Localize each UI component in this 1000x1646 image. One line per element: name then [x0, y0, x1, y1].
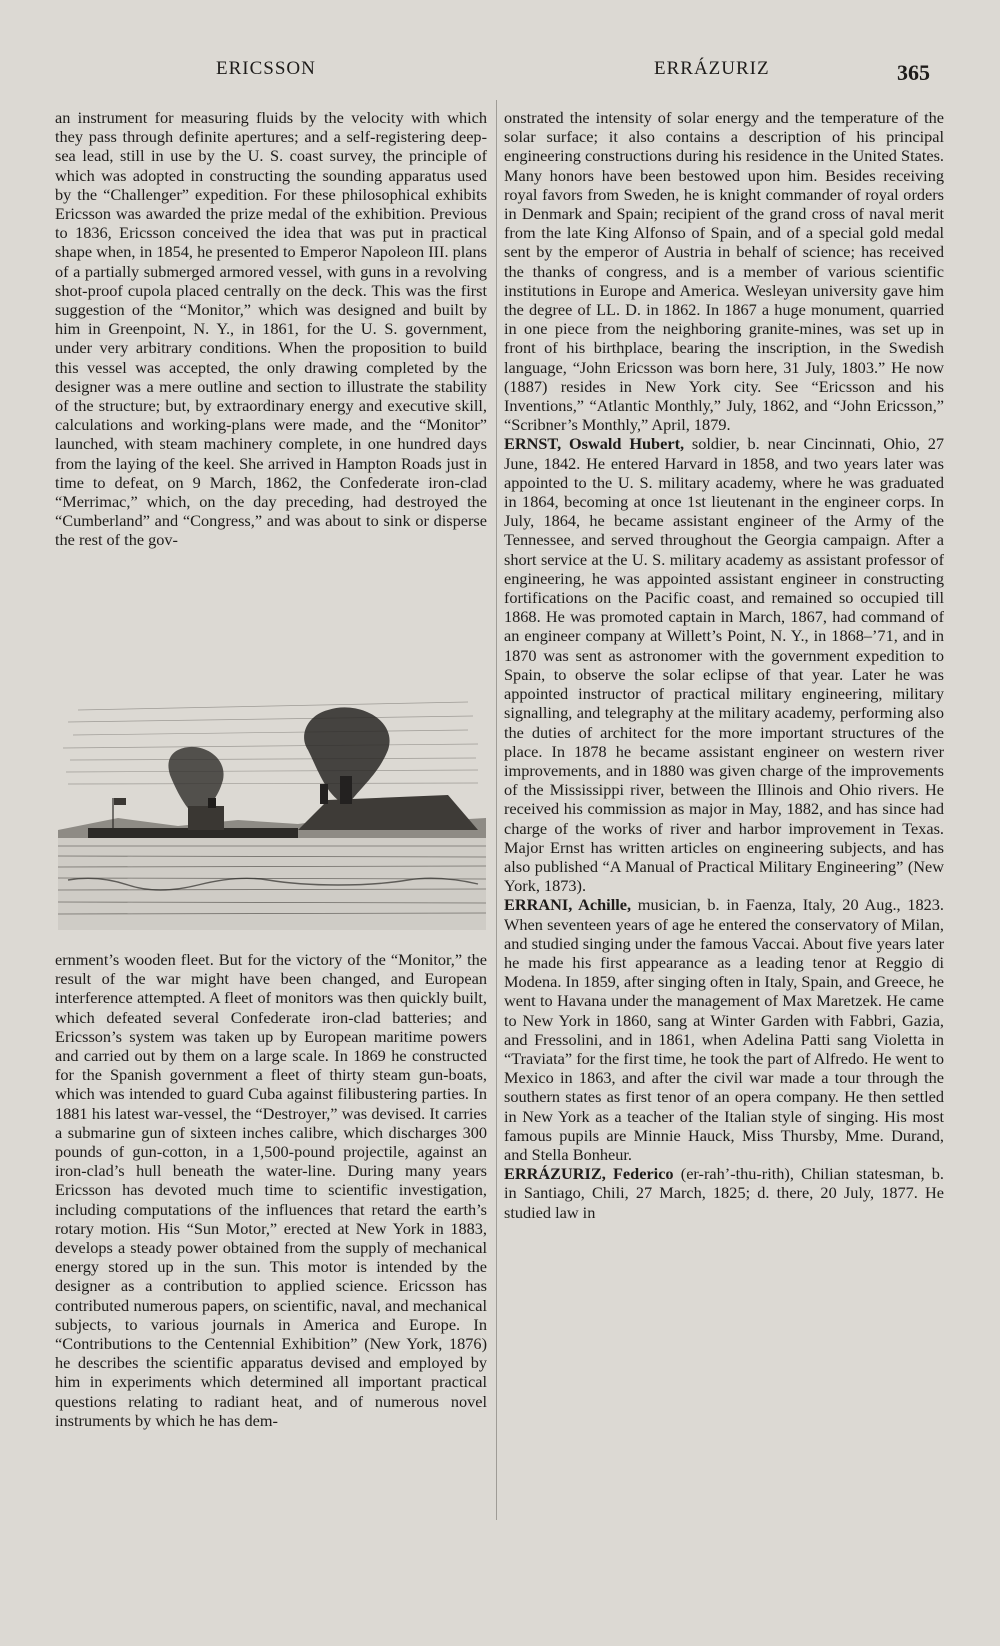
running-head-right: ERRÁZURIZ — [654, 58, 770, 79]
ericsson-text-continuation: onstrated the intensity of solar energy and the temperature of the solar surface; it also contains a description of his principal engineering constructions during his residence in the United States. Many honors have been bestowed upon him. Besides receiving royal favors from Sweden, he is knight commander of royal orders in Denmark and Spain; recipient of the grand cross of naval merit from the late King Alfonso of Spain, and of a special gold medal sent by the emperor of Austria in behalf of science; has received the thanks of congress, and is a member of various scientific institutions in Europe and America. Wesleyan university gave him the degree of LL. D. in 1862. In 1867 a huge monument, quarried in one piece from the neighboring granite-mines, was set up in front of his birthplace, bearing the inscription, in the Swedish language, “John Ericsson was born here, 31 July, 1803.” He now (1887) resides in New York city. See “Ericsson and his Inventions,” “Atlantic Monthly,” July, 1862, and “John Ericsson,” “Scribner’s Monthly,” April, 1879. — [504, 108, 944, 435]
column-rule — [496, 100, 497, 1520]
ericsson-text-bottom: ernment’s wooden fleet. But for the victory of the “Monitor,” the result of the war might have been changed, and European interference attempted. A fleet of monitors was then quickly built, which defeated several Confederate iron-clad batteries; and Ericsson’s system was taken up by European maritime powers and carried out by them on a large scale. In 1869 he constructed for the Spanish government a fleet of thirty steam gun-boats, which was intended to guard Cuba against filibustering parties. In 1881 his latest war-vessel, the “Destroyer,” was devised. It carries a submarine gun of sixteen inches calibre, which discharges 300 pounds of gun-cotton, in a 1,500-pound projectile, against an iron-clad’s hull beneath the water-line. During many years Ericsson has devoted much time to scientific investigation, including computations of the influences that retard the earth’s rotary motion. His “Sun Motor,” erected at New York in 1883, develops a steady power obtained from the supply of mechanical energy stored up in the sun. This motor is intended by the designer as a contribution to applied science. Ericsson has contributed numerous papers, on scientific, naval, and mechanical subjects, to various journals in America and Europe. In “Contributions to the Centennial Exhibition” (New York, 1876) he describes the scientific apparatus devised and employed by him in experiments which determined all important practical questions relating to radiant heat, and of numerous novel instruments by which he has dem- — [55, 950, 487, 1430]
headword-ernst: ERNST, Oswald Hubert, — [504, 434, 685, 454]
left-column-bottom — [55, 950, 487, 1550]
entry-errani-text: musician, b. in Faenza, Italy, 20 Aug., 1823. When seventeen years of age he entered the conservatory of Milan, and studied singing under the famous Vaccai. About five years later he made his first appearance as a leading tenor at Reggio di Modena. In 1859, after singing often in Italy, Spain, and Greece, he went to Havana under the management of Max Maretzek. He came to New York in 1860, sang at Winter Garden with Fabbri, Gazia, and Fressolini, and in 1861, when Adelina Patti sang Violetta in “Traviata” for the first time, he took the part of Alfredo. He went to Mexico in 1863, and after the civil war made a tour through the southern states as first tenor of an opera company. He then settled in New York as a teacher of the Italian style of singing. His most famous pupils are Minnie Hauck, Miss Thursby, Mme. Durand, and Stella Bonheur. — [504, 895, 944, 1164]
headword-errazuriz: ERRÁZURIZ, Federico — [504, 1164, 674, 1184]
entry-errazuriz — [504, 1164, 944, 1222]
entry-ernst-text: soldier, b. near Cincinnati, Ohio, 27 June, 1842. He entered Harvard in 1858, and two years later was appointed to the U. S. military academy, where he was graduated in 1864, becoming at once 1st lieutenant in the engineer corps. In July, 1864, he became assistant engineer of the Army of the Tennessee, and served throughout the Georgia campaign. After a short service at the U. S. military academy as assistant professor of engineering, he was appointed assistant engineer in constructing fortifications on the Pacific coast, and remained so occupied till 1868. He was promoted captain in March, 1867, had command of an engineer company at Willett’s Point, N. Y., in 1868–’71, and in 1870 was sent as astronomer with the government expedition to Spain, to observe the solar eclipse of that year. Later he was appointed instructor of practical military engineering, military signalling, and telegraphy at the military academy, performing also the duties of architect for the more important structures of the place. In 1878 he became assistant engineer on western river improvements, and in 1880 was given charge of the improvements of the Mississippi river, between the Illinois and Ohio rivers. He received his commission as major in May, 1882, and has since had charge of the works of river and harbor improvement in Texas. Major Ernst has written articles on engineering subjects, and has also published “A Manual of Practical Military Engineering” (New York, 1873). — [504, 434, 944, 896]
ericsson-text-top: an instrument for measuring fluids by the velocity with which they pass through definite apertures; and a self-registering deep-sea lead, still in use by the U. S. coast survey, the principle of which was adopted in constructing the sounding apparatus used by the “Challenger” expedition. For these philosophical exhibits Ericsson was awarded the prize medal of the exhibition. Previous to 1836, Ericsson conceived the idea that was put in practical shape when, in 1854, he presented to Emperor Napoleon III. plans of a partially submerged armored vessel, with guns in a revolving shot-proof cupola placed centrally on the deck. This was the first suggestion of the “Monitor,” which was designed and built by him in Greenpoint, N. Y., in 1861, for the U. S. government, under very arbitrary conditions. When the proposition to build this vessel was accepted, the only drawing completed by the designer was a mere outline and section to illustrate the stability of the structure; but, by extraordinary energy and executive skill, calculations and working-plans were made, and the “Monitor” launched, with steam machinery complete, in one hundred days from the laying of the keel. She arrived in Hampton Roads just in time to defeat, on 9 March, 1862, the Confederate iron-clad “Merrimac,” which, on the day preceding, had destroyed the “Cumberland” and “Congress,” and was about to sink or disperse the rest of the gov- — [55, 108, 487, 550]
left-column-top — [55, 108, 487, 678]
monitor-ironclad-engraving — [58, 680, 486, 930]
entry-errazuriz-text: (er-rah’-thu-rith), Chilian statesman, b. in Santiago, Chili, 27 March, 1825; d. there, 20 July, 1877. He studied law in — [504, 1164, 944, 1222]
running-head-left: ERICSSON — [216, 58, 316, 79]
entry-errani — [504, 895, 944, 1164]
headword-errani: ERRANI, Achille, — [504, 895, 632, 915]
page-number: 365 — [897, 60, 930, 85]
right-column — [504, 108, 944, 1558]
entry-ernst — [504, 434, 944, 895]
